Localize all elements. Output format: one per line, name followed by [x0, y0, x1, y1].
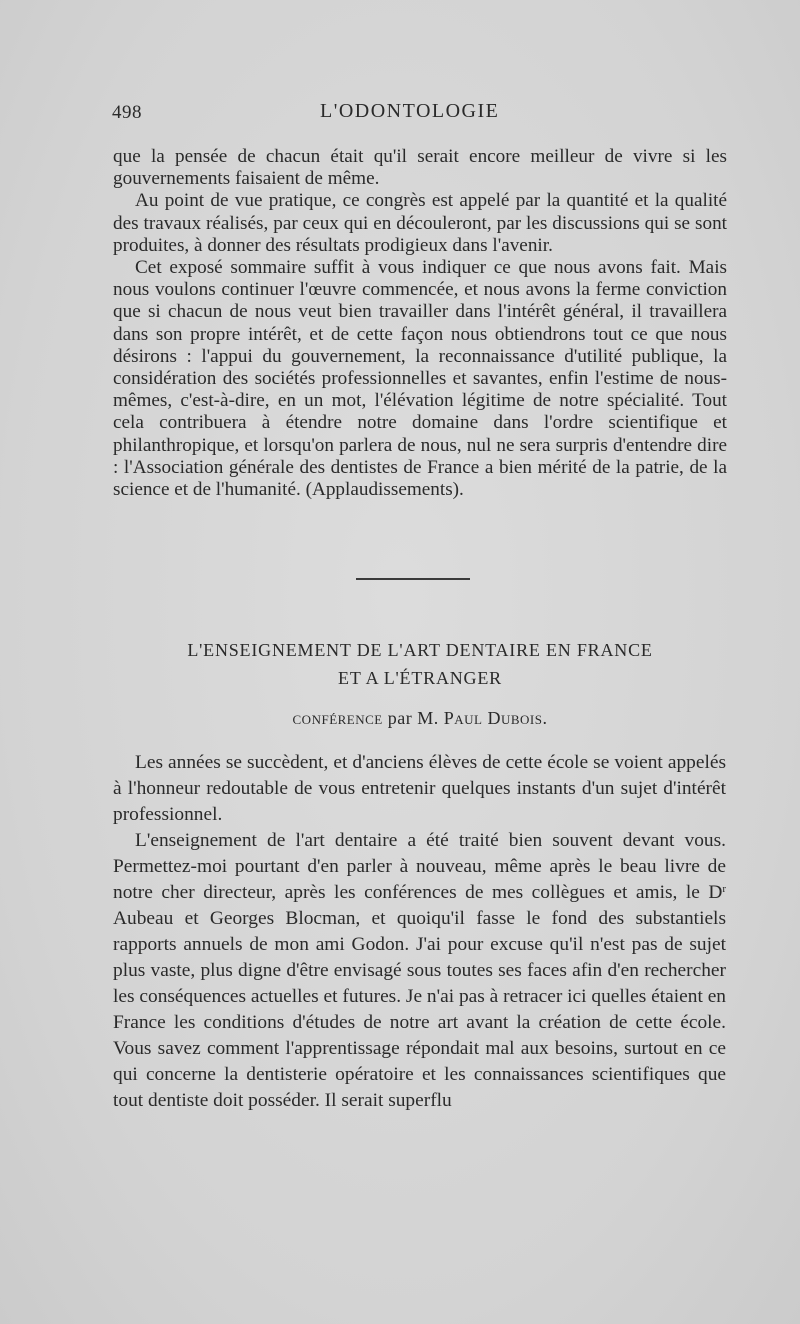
section-title-line1: L'ENSEIGNEMENT DE L'ART DENTAIRE EN FRANCE [187, 640, 653, 660]
byline-author: Paul Dubois. [443, 708, 548, 728]
byline-prefix: conférence [292, 708, 383, 728]
page-number: 498 [112, 102, 142, 123]
paragraph-intro: Les années se succèdent, et d'anciens élèves de cette école se voient appelés à l'honneur redoutable de vous entretenir quelques instants d'un sujet d'intérêt professionnel. [113, 752, 726, 825]
paragraph-teaching-part1: L'enseignement de l'art dentaire a été traité bien souvent devant vous. Permettez-moi pourtant d'en parler à nouveau, même après le beau livre de notre cher directeur, après les conférences de mes collègues et amis, le D [113, 830, 726, 903]
running-title: L'ODONTOLOGIE [320, 100, 500, 122]
paragraph-teaching-sup: r [722, 883, 726, 895]
text-block-bottom [113, 750, 726, 1114]
section-title-line2: ET A L'ÉTRANGER [338, 668, 502, 688]
paragraph-continuation: que la pensée de chacun était qu'il serait encore meilleur de vivre si les gouvernements faisaient de même. [113, 146, 727, 190]
byline-middle: par M. [382, 708, 444, 728]
byline [113, 708, 727, 729]
page-header [112, 100, 726, 130]
paragraph-teaching [113, 828, 726, 1114]
paragraph-practical: Au point de vue pratique, ce congrès est appelé par la quantité et la qualité des travaux réalisés, par ceux qui en découleront, par les discussions qui se sont produites, à donner des résultats prodigieux dans l'avenir. [113, 190, 727, 256]
section-divider [356, 578, 470, 580]
text-block-top [113, 146, 727, 501]
paragraph-teaching-part2: Aubeau et Georges Blocman, et quoiqu'il fasse le fond des substantiels rapports annuels de mon ami Godon. J'ai pour excuse qu'il n'est pas de sujet plus vaste, plus digne d'être envisagé sous toutes ses faces afin d'en rechercher les conséquences actuelles et futures. Je n'ai pas à retracer ici quelles étaient en France les conditions d'études de notre art avant la création de cette école. Vous savez comment l'apprentissage répondait mal aux besoins, surtout en ce qui concerne la dentisterie opératoire et les connaissances scientifiques que tout dentiste doit posséder. Il serait superflu [113, 908, 726, 1111]
paragraph-summary: Cet exposé sommaire suffit à vous indiquer ce que nous avons fait. Mais nous voulons continuer l'œuvre commencée, et nous avons la ferme conviction que si chacun de nous veut bien travailler dans l'intérêt général, il travaillera dans son propre intérêt, et de cette façon nous obtiendrons tout ce que nous désirons : l'appui du gouvernement, la reconnaissance d'utilité publique, la considération des sociétés professionnelles et savantes, enfin l'estime de nous-mêmes, c'est-à-dire, en un mot, l'élévation légitime de notre spécialité. Tout cela contribuera à étendre notre domaine dans l'ordre scientifique et philanthropique, et lorsqu'on parlera de nous, nul ne sera surpris d'entendre dire : l'Association générale des dentistes de France a bien mérité de la patrie, de la science et de l'humanité. (Applaudissements). [113, 257, 727, 501]
